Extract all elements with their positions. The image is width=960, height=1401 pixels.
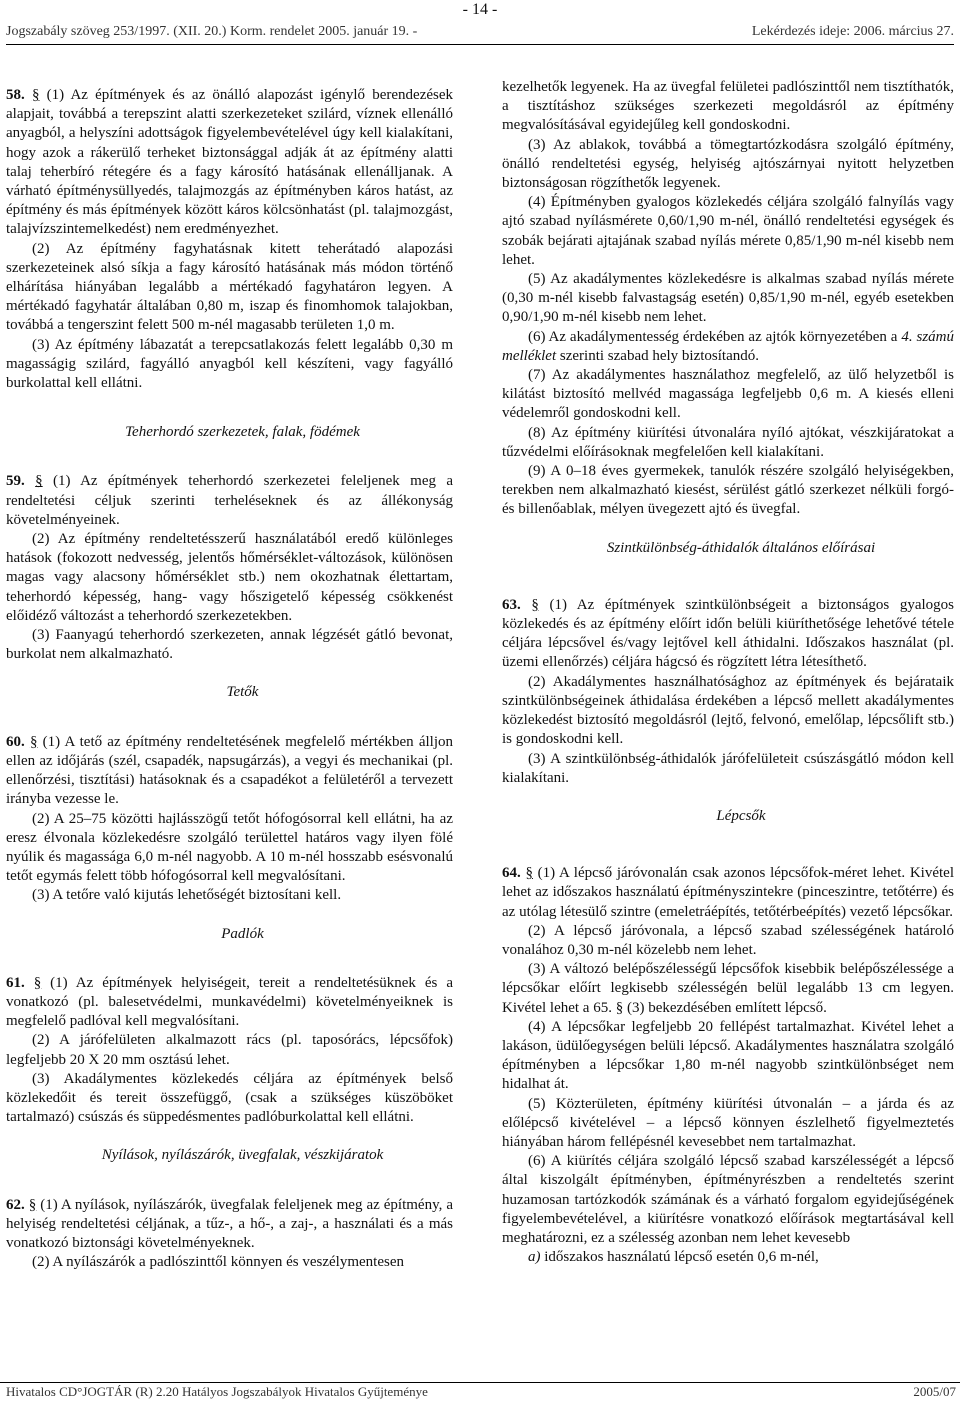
section-heading: Padlók [221, 925, 264, 942]
section-59-para-3: (3) Faanyagú teherhordó szerkezeten, annak légzését gátló bevonat, burkolat nem alkalmazható. [6, 627, 453, 663]
footer-publisher: Hivatalos CD°JOGTÁR (R) 2.20 Hatályos Jogszabályok Hivatalos Gyűjteménye [6, 1384, 428, 1399]
section-62-para-1 [6, 1196, 453, 1254]
section-58-para-2: (2) Az építmény fagyhatásnak kitett teherátadó alapozási szerkezeteinek alsó síkja a fagy károsító hatásának más módon történő elhárítása hiányában legalább a mértékadó fagyhatáron legyen. A mértékadó fagyhatár általában 0,80 m, iszap és finomhomok talajokban, továbbá a tengerszint felett 500 m-nél magasabb területen 1,0 m. [6, 240, 453, 334]
section-59-para-1 [6, 472, 453, 530]
section-heading: Teherhordó szerkezetek, falak, födémek [125, 424, 360, 441]
header-source: Jogszabály szöveg 253/1997. (XII. 20.) Korm. rendelet 2005. január 19. - [6, 24, 418, 39]
section-61-para-2: (2) A járófelületen alkalmazott rács (pl. taposórács, lépcsőfok) legfeljebb 20 X 20 mm osztású lehet. [6, 1032, 453, 1068]
section-62-continuation: kezelhetők legyenek. Ha az üvegfal felületei padlószinttől nem tisztíthatók, a tisztításhoz szükséges szerkezeti megoldásról az építmény megvalósításával egyidejűleg kell gondoskodni. [502, 79, 954, 134]
paragraph-sign: § [33, 974, 42, 991]
section-60-para-1 [6, 733, 453, 810]
section-64-para-6: (6) A kiürítés céljára szolgáló lépcső szabad karszélességét a lépcső által kiszolgált építményben, építményrészben a rendeltetés szerint huzamosan tartózkodók számának és a várható forgalom egyidejűségének figyelembevételével, a kiürítésre vonatkozó előírások megtartásával kell meghatározni, ez a szélesség azonban nem lehet kevesebb [502, 1153, 954, 1246]
paragraph-sign: § [35, 473, 43, 490]
section-number: 63. [502, 596, 521, 613]
section-62-para-8: (8) Az építmény kiürítési útvonalára nyíló ajtókat, vészkijáratokat a tűzvédelmi előírásoknak megfelelően kell kialakítani. [502, 424, 954, 460]
section-number: 58. [6, 87, 25, 103]
paragraph-text: (1) Az építmények szintkülönbségeit a biztonságos gyalogos közlekedés és az építmény előírt időn belüli kiüríthetősége lehetővé tétele céljára lépcsővel és/vagy lejtővel kell áthidalni. Időszakos használat (pl. üzemi ellenőrzés) céljára hágcsó és rögzített létra létesíthető. [502, 596, 954, 671]
left-column [6, 86, 453, 1272]
paragraph-text: szerinti szabad hely biztosítandó. [556, 347, 759, 364]
page-number: - 14 - [462, 1, 498, 18]
section-heading: Lépcsők [716, 807, 766, 824]
paragraph-text: (1) A lépcső járóvonalán csak azonos lépcsőfok-méret lehet. Kivétel lehet az időszakos használatú építményszintekre (pinceszintre, tetőtérre) és az utólag létesülő szintre (emeletráépítés, tetőtérbeépítés) vezető lépcsőkar. [502, 865, 954, 920]
paragraph-text: (1) Az építmények és az önálló alapozást igénylő berendezések alapjait, továbbá a terepszint alatti szerkezeteket szilárd, víznek ellenálló anyagból, a helyszíni adottságok figyelembevételével úgy kell kialakítani, hogy azok a rákerülő terheket biztonsággal adják át az építmény alatti talaj teherbíró rétegére és a fagy károsító hatásának ellenálljanak. A várható építménysüllyedés, talajmozgás az építményben káros hatást, az építmény és más építmények között káros kölcsönhatást (pl. talajmozgást, talajvízszintemelkedést) nem eredményezhet. [6, 87, 454, 238]
right-column [502, 78, 954, 1267]
section-58-para-1 [6, 86, 453, 240]
footer-edition: 2005/07 [913, 1384, 956, 1399]
section-number: 62. [6, 1196, 25, 1213]
section-number: 61. [6, 974, 25, 991]
section-heading: Nyílások, nyílászárók, üvegfalak, vészkijáratok [101, 1147, 384, 1164]
section-62-para-7: (7) Az akadálymentes használathoz megfelelő, az ülő helyzetből is kilátást biztosító mellvéd magassága legfeljebb 0,6 m. A kiesés elleni védelemről gondoskodni kell. [502, 367, 954, 422]
paragraph-text: (1) Az építmények teherhordó szerkezetei feleljenek meg a rendeltetési céljuk szerinti terheléseknek és az állékonyság követelményeinek. [6, 473, 454, 528]
paragraph-text: (1) A nyílások, nyílászárók, üvegfalak feleljenek meg az építmény, a helyiség rendeltetési céljának, a tűz-, a hő-, a zaj-, a használati és a más vonatkozó biztonsági követelményeknek. [6, 1196, 454, 1251]
section-heading: Tetők [226, 684, 259, 701]
paragraph-text: (6) Az akadálymentesség érdekében az ajtók környezetében a [528, 328, 902, 345]
section-number: 60. [6, 733, 25, 750]
section-62-para-9: (9) A 0–18 éves gyermekek, tanulók részére szolgáló helyiségekben, terekben nem alkalmazható kiesést, sérülést gátló szerkezet nélküli forgó- és billenőablak, mélyen üvegezett ajtó és üvegfal. [502, 463, 954, 518]
paragraph-text: (1) A tető az építmény rendeltetésének megfelelő mértékben álljon ellen az időjárás (szél, csapadék, napsugárzás), a vegyi és mechanikai (pl. ellenőrzési, tisztítási) hatásoknak és a csapadékot a felületéről a tervezett irányba vezesse le. [6, 733, 454, 808]
section-59-para-2: (2) Az építmény rendeltetésszerű használatából eredő különleges hatások (fokozott nedvesség, jelentős hőmérséklet-változások, különösen magas vagy alacsony hőmérséklet stb.) nem okozhatnak élettartam, teherhordó képesség, hang- vagy hőszigetelő képesség csökkenést előidéző változást a teherhordó szerkezetekben. [6, 531, 453, 624]
paragraph-text: (1) Az építmények helyiségeit, tereit a rendeltetésüknek és a vonatkozó (pl. balesetvédelmi, munkavédelmi) követelményeiknek is megfelelő padlóval kell megvalósítani. [6, 974, 454, 1030]
section-62-para-5: (5) Az akadálymentes közlekedésre is alkalmas szabad nyílás mérete (0,30 m-nél kisebb falvastagság esetén) 0,85/1,90 m-nél, egyéb esetekben 0,90/1,90 m-nél kisebb nem lehet. [502, 271, 954, 326]
section-64-para-1 [502, 864, 954, 922]
section-61-para-1 [6, 974, 453, 1032]
section-64-para-3: (3) A változó belépőszélességű lépcsőfok kisebbik belépőszélessége a lépcsőkar előírt legkisebb szélességén belül legalább 13 cm legyen. Kivétel lehet a 65. § (3) bekezdésében említett lépcső. [502, 961, 954, 1016]
paragraph-text: időszakos használatú lépcső esetén 0,6 m-nél, [540, 1249, 819, 1266]
section-63-para-2: (2) Akadálymentes használhatósághoz az építmények és bejárataik szintkülönbségeinek áthidalása érdekében a lépcső mellett akadálymentes közlekedést biztosító megoldásról (lejtő, felvonó, emelőlap, lépcsőlift stb.) is gondoskodni kell. [502, 673, 954, 748]
section-60-para-2: (2) A 25–75 közötti hajlásszögű tetőt hófogósorral kell ellátni, ha az eresz élvonala közlekedésre szolgáló területtel határos vagy ilyen fölé nyúlik és magassága 6,0 m-nél nagyobb. A 10 m-nél hosszabb esésvonalú tetőt egymás felett több hófogósorral kell megvalósítani. [6, 810, 453, 885]
paragraph-sign: § [525, 865, 533, 882]
section-heading: Szintkülönbség-áthidalók általános előírásai [606, 539, 876, 556]
paragraph-sign: § [531, 596, 539, 613]
section-64-para-4: (4) A lépcsőkar legfeljebb 20 fellépést tartalmazhat. Kivétel lehet a lakáson, üdülőegységen belüli lépcső. Akadálymentes használatra szolgáló építményben a lépcsőkar 1,80 m-nél nagyobb szintkülönbséget nem hidalhat át. [502, 1018, 954, 1093]
section-number: 59. [6, 473, 25, 490]
section-62-para-2: (2) A nyílászárók a padlószinttől könnyen és veszélymentesen [32, 1254, 404, 1271]
section-64-para-2: (2) A lépcső járóvonala, a lépcső szabad szélességének határoló vonalához 0,30 m-nél közelebb nem lehet. [502, 922, 954, 958]
section-64-item-a [502, 1248, 954, 1267]
section-58-para-3: (3) Az építmény lábazatát a terepcsatlakozás felett legalább 0,30 m magasságig szilárd, fagyálló anyagból kell készíteni, vagy fagyálló burkolattal kell ellátni. [6, 336, 453, 392]
section-64-para-5: (5) Közterületen, építmény kiürítési útvonalán – a járda és az előlépcső kivételével – a lépcső könnyen észlelhető figyelmeztetés hiányában három fellépésnél kevesebbet nem tartalmazhat. [502, 1095, 954, 1150]
paragraph-sign: § [29, 733, 38, 750]
paragraph-sign: § [28, 1196, 37, 1213]
annex-reference: 4. számú melléklet [502, 328, 954, 364]
section-63-para-1 [502, 596, 954, 673]
document-footer [0, 1382, 960, 1401]
document-header [6, 22, 954, 45]
section-63-para-3: (3) A szintkülönbség-áthidalók járófelületeit csúszásgátló módon kell kialakítani. [502, 750, 954, 786]
list-marker: a) [528, 1249, 541, 1266]
section-62-para-3: (3) Az ablakok, továbbá a tömegtartózkodásra szolgáló építmény, önálló rendeltetési egység, helyiség ajtószárnyai nyitott helyzetben biztonságosan rögzíthetők legyenek. [502, 136, 954, 192]
paragraph-sign: § [31, 87, 40, 103]
section-62-para-6 [502, 328, 954, 366]
section-62-para-4: (4) Építményben gyalogos közlekedés céljára szolgáló falnyílás vagy ajtó szabad nyílásmérete 0,60/1,90 m-nél, önálló rendeltetési egységek és szobák bejárati ajtajának szabad nyílás mérete 0,85/1,90 m-nél kisebb nem lehet. [502, 194, 954, 268]
header-query-date: Lekérdezés ideje: 2006. március 27. [751, 24, 954, 39]
section-number: 64. [502, 865, 521, 882]
section-60-para-3: (3) A tetőre való kijutás lehetőségét biztosítani kell. [32, 887, 342, 904]
section-61-para-3: (3) Akadálymentes közlekedés céljára az építmények belső közlekedőit és tereit összefüggő, (csak a szükséges küszöböket tartalmazó) csúszás és süppedésmentes padlóburkolattal kell ellátni. [6, 1070, 453, 1126]
